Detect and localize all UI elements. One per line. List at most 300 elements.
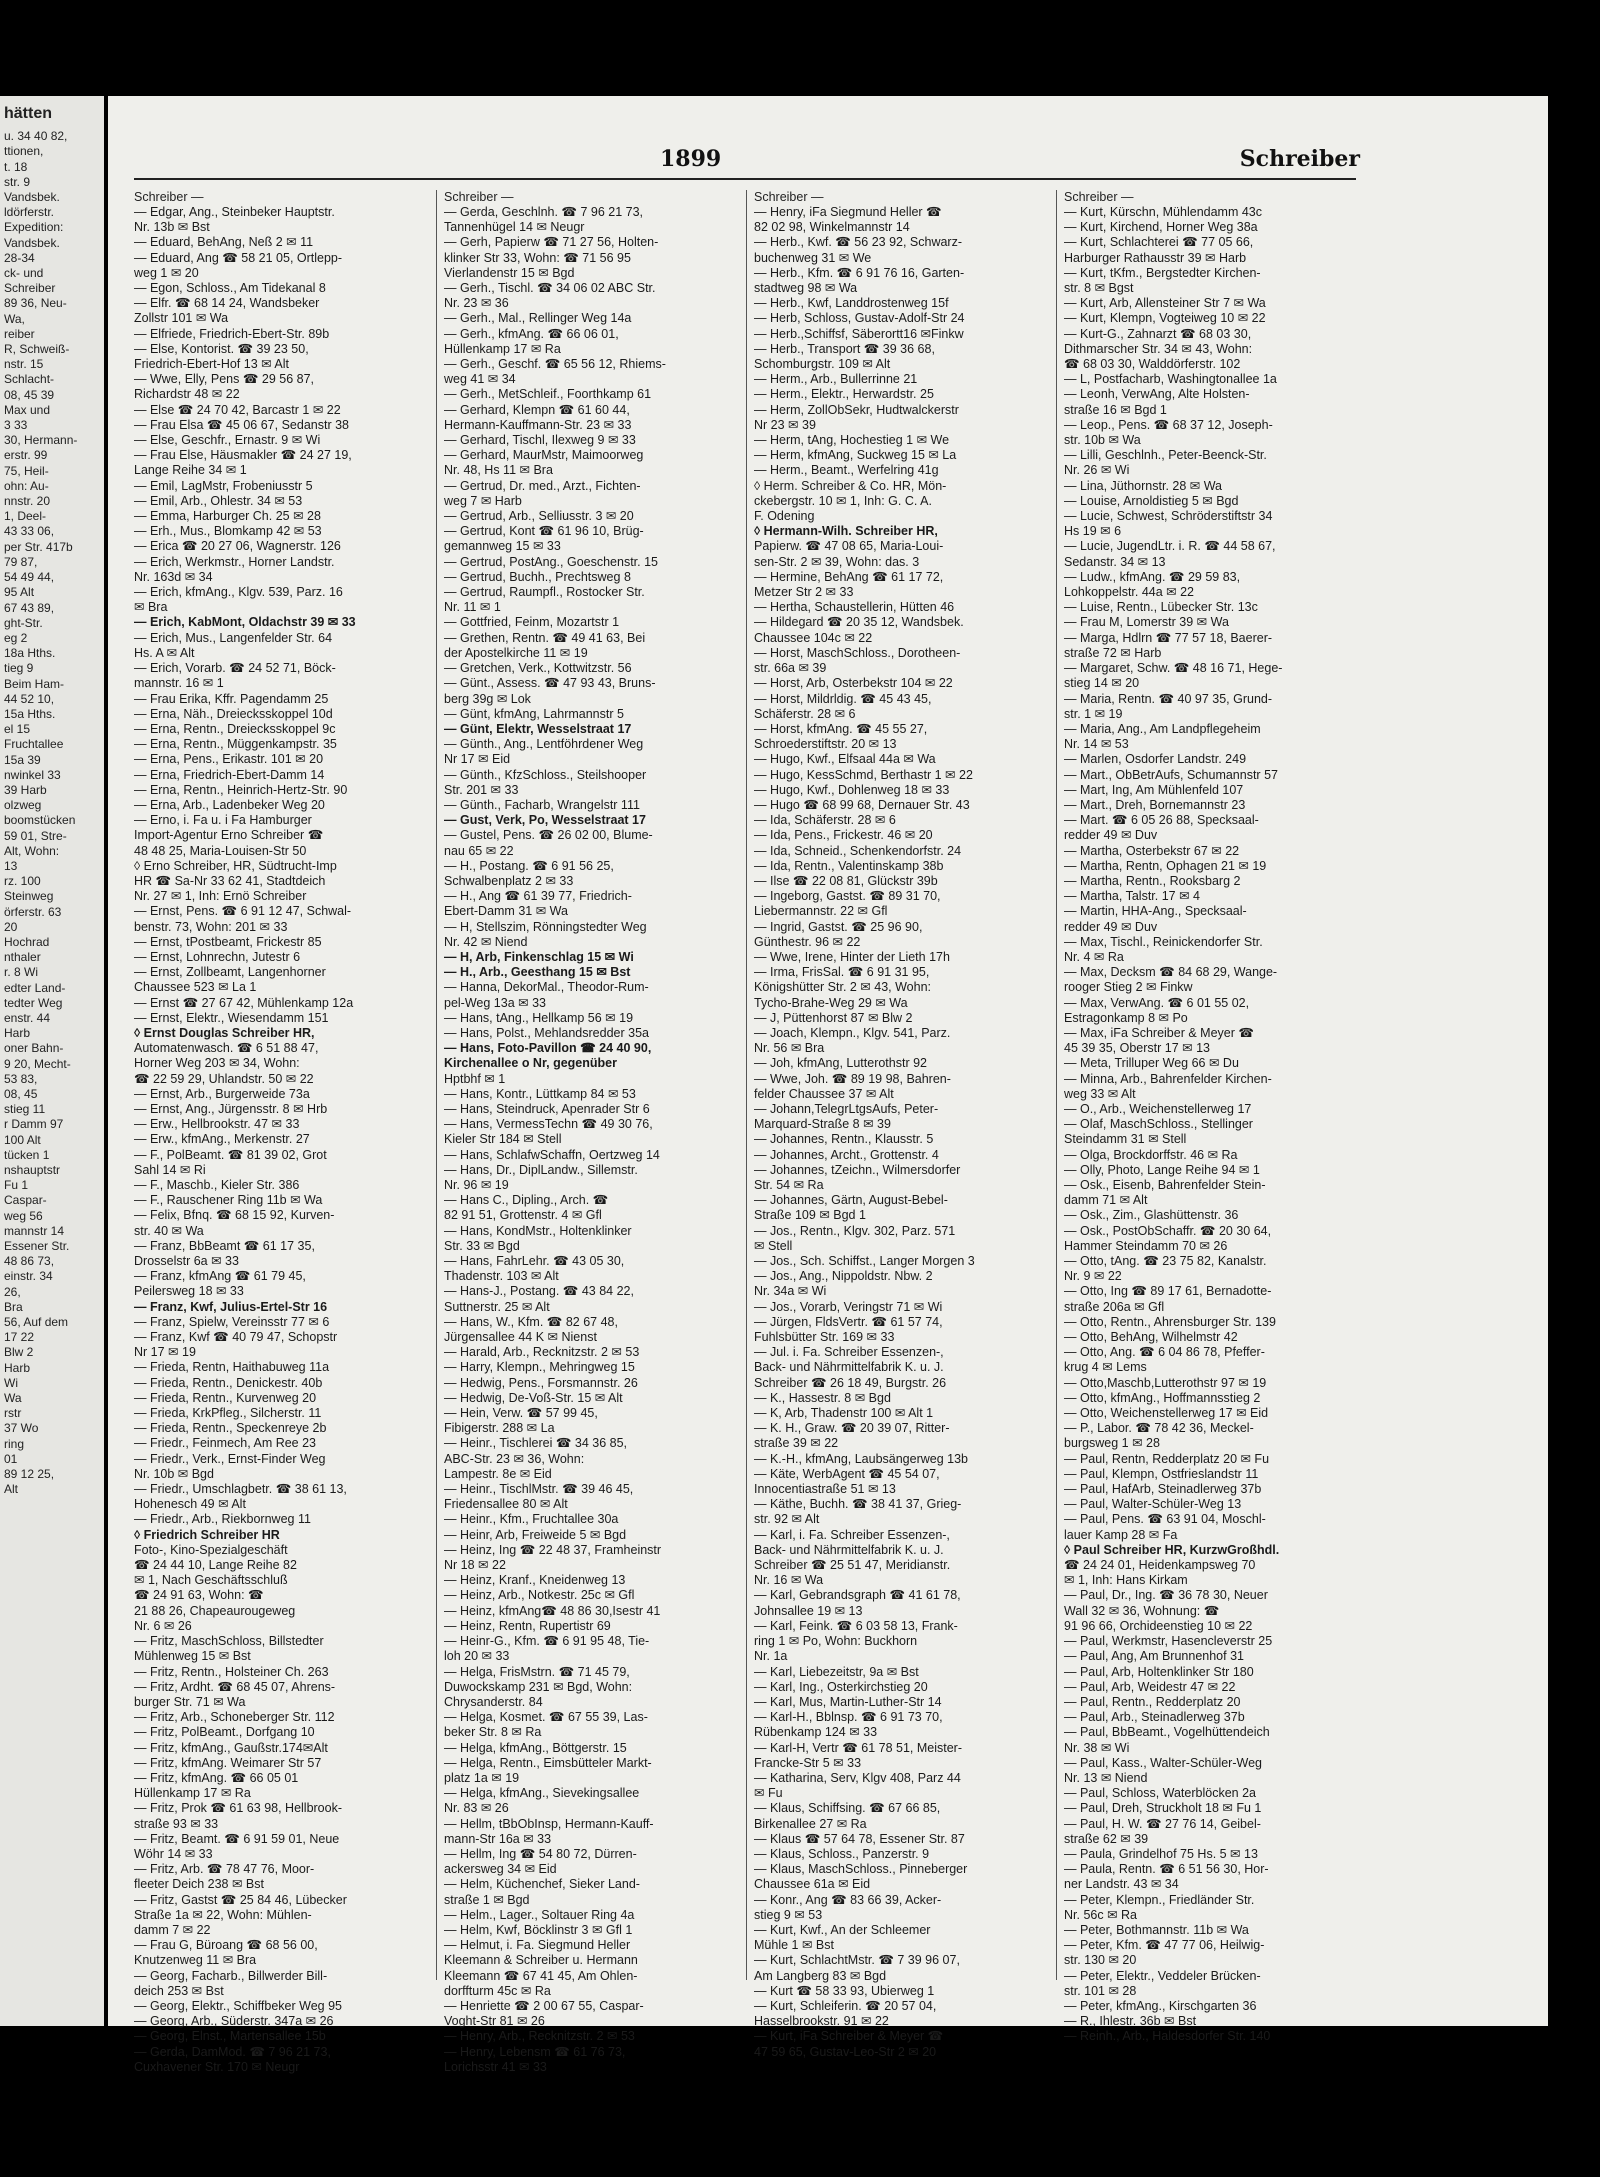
directory-entry: — K., Hassestr. 8 ✉ Bgd: [754, 1390, 891, 1405]
directory-entry: Francke-Str 5 ✉ 33: [754, 1755, 862, 1770]
left-page-line: Vandsbek.: [4, 190, 60, 205]
directory-entry: Str. 201 ✉ 33: [444, 782, 519, 797]
left-page-line: 79 87,: [4, 554, 38, 569]
left-page-line: Harb: [4, 1026, 31, 1041]
left-page-line: tieg 9: [4, 661, 34, 676]
directory-entry: Sahl 14 ✉ Ri: [134, 1162, 206, 1177]
directory-entry: straße 39 ✉ 22: [754, 1436, 839, 1451]
directory-entry: — Kurt, Schleiferin. ☎ 20 57 04,: [754, 1998, 937, 2013]
directory-entry: Hs 19 ✉ 6: [1064, 524, 1122, 539]
directory-entry: — Maria, Ang., Am Landpflegeheim: [1064, 721, 1261, 736]
directory-entry: — Felix, Bfnq. ☎ 68 15 92, Kurven-: [134, 1208, 335, 1223]
column-4: [1064, 190, 1356, 2044]
directory-entry: str. 130 ✉ 20: [1064, 1953, 1137, 1968]
left-page-line: 26,: [4, 1284, 21, 1299]
directory-entry: — Herb., Kwf. ☎ 56 23 92, Schwarz-: [754, 235, 963, 250]
directory-entry: — Gerda, Geschlnh. ☎ 7 96 21 73,: [444, 205, 644, 219]
directory-entry: Schreiber ☎ 25 51 47, Meridianstr.: [754, 1558, 951, 1573]
directory-entry: — Else, Geschfr., Ernastr. 9 ✉ Wi: [134, 433, 321, 448]
directory-entry: — O., Arb., Weichenstellerweg 17: [1064, 1101, 1252, 1116]
directory-entry: Tycho-Brahe-Weg 29 ✉ Wa: [754, 995, 908, 1010]
left-page-line: 59 01, Stre-: [4, 828, 67, 843]
column-2: [444, 190, 736, 2074]
directory-entry: — Karl, Liebezeitstr, 9a ✉ Bst: [754, 1664, 919, 1679]
left-page-line: ght-Str.: [4, 615, 43, 630]
directory-entry: Nr 18 ✉ 22: [444, 1558, 506, 1573]
directory-entry: — Hans, SchlafwSchaffn, Oertzweg 14: [444, 1147, 660, 1162]
directory-entry: Nr. 42 ✉ Niend: [444, 934, 528, 949]
directory-entry: — Georg, Arb., Süderstr. 347a ✉ 26: [134, 2014, 334, 2029]
directory-entry: — Hans, KondMstr., Holtenklinker: [444, 1223, 632, 1238]
directory-entry: Kieler Str 184 ✉ Stell: [444, 1132, 562, 1147]
directory-entry: — H., Arb., Geesthang 15 ✉ Bst: [444, 965, 631, 980]
directory-entry: der Apostelkirche 11 ✉ 19: [444, 645, 588, 660]
directory-entry: — Hans, W., Kfm. ☎ 82 67 48,: [444, 1314, 618, 1329]
directory-entry: — K, Arb, Thadenstr 100 ✉ Alt 1: [754, 1406, 934, 1421]
directory-entry: — Paul, Dreh, Struckholt 18 ✉ Fu 1: [1064, 1801, 1262, 1816]
directory-entry: redder 49 ✉ Duv: [1064, 828, 1158, 843]
left-page-line: weg 56: [4, 1208, 43, 1223]
left-page-line: nshauptstr: [4, 1163, 61, 1178]
directory-entry: — Paul, Werkmstr, Hasencleverstr 25: [1064, 1634, 1273, 1649]
directory-entry: — Gust, Verk, Po, Wesselstraat 17: [444, 813, 646, 828]
directory-entry: ◊ Hermann-Wilh. Schreiber HR,: [754, 524, 938, 539]
directory-entry: — Lilli, Geschlnh., Peter-Beenck-Str.: [1064, 448, 1267, 463]
directory-entry: — Herm, ZollObSekr, Hudtwalckerstr: [754, 402, 959, 417]
directory-entry: — Paul, Rentn., Redderplatz 20: [1064, 1694, 1241, 1709]
directory-entry: — Käthe, Buchh. ☎ 38 41 37, Grieg-: [754, 1497, 962, 1512]
directory-entry: felder Chaussee 37 ✉ Alt: [754, 1086, 894, 1101]
directory-entry: — Johannes, Archt., Grottenstr. 4: [754, 1147, 939, 1162]
directory-entry: — Emil, Arb., Ohlestr. 34 ✉ 53: [134, 493, 303, 508]
directory-entry: — Fritz, Prok ☎ 61 63 98, Hellbrook-: [134, 1801, 343, 1816]
directory-entry: — Fritz, PolBeamt., Dorfgang 10: [134, 1725, 315, 1740]
directory-entry: — Peter, Klempn., Friedländer Str.: [1064, 1892, 1255, 1907]
directory-entry: — Eduard, Ang ☎ 58 21 05, Ortlepp-: [134, 250, 343, 265]
directory-entry: — Fritz, Rentn., Holsteiner Ch. 263: [134, 1664, 329, 1679]
directory-entry: — Gerh., MetSchleif., Foorthkamp 61: [444, 387, 652, 402]
directory-entry: — Hein, Verw. ☎ 57 99 45,: [444, 1406, 598, 1421]
left-page-line: Harb: [4, 1360, 31, 1375]
directory-entry: — Henry, Arb., Recknitzstr. 2 ✉ 53: [444, 2029, 635, 2044]
directory-entry: 48 48 25, Maria-Louisen-Str 50: [134, 843, 307, 858]
directory-entry: Am Langberg 83 ✉ Bgd: [754, 1968, 887, 1983]
directory-entry: — Franz, Spielw, Vereinsstr 77 ✉ 6: [134, 1314, 330, 1329]
directory-entry: str. 66a ✉ 39: [754, 661, 827, 676]
directory-entry: pel-Weg 13a ✉ 33: [444, 995, 546, 1010]
left-page-line: 95 Alt: [4, 585, 35, 600]
directory-entry: — R., Ihlestr. 36b ✉ Bst: [1064, 2014, 1197, 2029]
directory-entry: — Gerhard, Tischl, Ilexweg 9 ✉ 33: [444, 433, 636, 448]
left-page-line: Alt, Wohn:: [4, 843, 60, 858]
left-page-fragment: [0, 96, 104, 2026]
directory-entry: — Mart. ☎ 6 05 26 88, Specksaal-: [1064, 813, 1259, 828]
directory-entry: ☎ 68 03 30, Walddörferstr. 102: [1064, 357, 1241, 372]
directory-entry: — Else, Kontorist. ☎ 39 23 50,: [134, 341, 309, 356]
directory-entry: Sedanstr. 34 ✉ 13: [1064, 554, 1166, 569]
directory-entry: buchenweg 31 ✉ We: [754, 250, 872, 265]
directory-entry: — Kurt, tKfm., Bergstedter Kirchen-: [1064, 265, 1261, 280]
left-page-line: str. 9: [4, 174, 31, 189]
directory-entry: — Jul. i. Fa. Schreiber Essenzen-,: [754, 1345, 944, 1360]
directory-entry: — Hans, Dr., DiplLandw., Sillemstr.: [444, 1162, 638, 1177]
left-page-line: 08, 45: [4, 1087, 38, 1101]
left-page-line: Schlacht-: [4, 372, 55, 387]
directory-entry: — Ida, Schneid., Schenkendorfstr. 24: [754, 843, 962, 858]
directory-entry: Nr. 96 ✉ 19: [444, 1178, 509, 1192]
directory-entry: — Ida, Rentn., Valentinskamp 38b: [754, 858, 944, 873]
column-rule: [746, 190, 747, 1980]
directory-entry: — Erna, Rentn., Dreiecksskoppel 9c: [134, 721, 336, 736]
directory-entry: Nr. 16 ✉ Wa: [754, 1573, 824, 1588]
directory-entry: — Friedr., Feinmech, Am Ree 23: [134, 1436, 317, 1451]
page-number: 1899: [660, 146, 722, 172]
directory-entry: rooger Stieg 2 ✉ Finkw: [1064, 980, 1193, 995]
directory-entry: — Hellm, tBbObInsp, Hermann-Kauff-: [444, 1816, 654, 1831]
directory-entry: Drosselstr 6a ✉ 33: [134, 1254, 239, 1269]
directory-entry: — Herb, Schloss, Gustav-Adolf-Str 24: [754, 311, 965, 326]
directory-entry: — Herm., Beamt., Werfelring 41g: [754, 463, 939, 478]
directory-entry: — Hellm, Ing ☎ 54 80 72, Dürren-: [444, 1846, 637, 1861]
directory-entry: F. Odening: [754, 509, 815, 524]
directory-entry: damm 71 ✉ Alt: [1064, 1193, 1148, 1208]
directory-entry: krug 4 ✉ Lems: [1064, 1360, 1147, 1375]
directory-entry: ✉ 1, Inh: Hans Kirkam: [1064, 1573, 1188, 1588]
directory-entry: — K. H., Graw. ☎ 20 39 07, Ritter-: [754, 1421, 950, 1436]
directory-entry: — Otto, Ing ☎ 89 17 61, Bernadotte-: [1064, 1284, 1272, 1299]
directory-entry: — Kurt, Kirchend, Horner Weg 38a: [1064, 220, 1258, 235]
directory-entry: Nr. 13b ✉ Bst: [134, 220, 210, 235]
directory-entry: — Harry, Klempn., Mehringweg 15: [444, 1360, 635, 1375]
directory-entry: Schroederstiftstr. 20 ✉ 13: [754, 737, 897, 752]
directory-entry: Hohenesch 49 ✉ Alt: [134, 1497, 246, 1512]
directory-entry: — Heinr., TischlMstr. ☎ 39 46 45,: [444, 1482, 634, 1497]
left-page-line: reiber: [4, 326, 35, 341]
directory-entry: Voght-Str 81 ✉ 26: [444, 2014, 545, 2029]
left-page-line: ohn: Au-: [4, 478, 49, 493]
directory-entry: — Heinr., Tischlerei ☎ 34 36 85,: [444, 1436, 628, 1451]
left-page-line: 43 33 06,: [4, 524, 55, 539]
directory-entry: Nr 17 ✉ Eid: [444, 752, 511, 767]
directory-entry: weg 7 ✉ Harb: [444, 493, 522, 508]
directory-entry: Estragonkamp 8 ✉ Po: [1064, 1010, 1188, 1025]
left-page-line: ring: [4, 1436, 25, 1451]
directory-entry: Nr 17 ✉ 19: [134, 1345, 196, 1360]
directory-entry: — Hans-J., Postang. ☎ 43 84 22,: [444, 1284, 634, 1299]
directory-entry: — Martin, HHA-Ang., Specksaal-: [1064, 904, 1247, 919]
directory-entry: ◊ Ernst Douglas Schreiber HR,: [134, 1025, 315, 1040]
directory-entry: — Joach, Klempn., Klgv. 541, Parz.: [754, 1025, 951, 1040]
directory-entry: Hptbhf ✉ 1: [444, 1071, 506, 1086]
column-heading: Schreiber —: [754, 190, 824, 204]
directory-entry: str. 101 ✉ 28: [1064, 1983, 1137, 1998]
directory-entry: Lorichsstr 41 ✉ 33: [444, 2059, 547, 2074]
directory-entry: Fuhlsbütter Str. 169 ✉ 33: [754, 1330, 895, 1345]
directory-entry: — Otto, BehAng, Wilhelmstr 42: [1064, 1330, 1238, 1345]
directory-entry: — Ludw., kfmAng. ☎ 29 59 83,: [1064, 569, 1241, 584]
directory-entry: — Georg, Elnst., Martensallee 15b: [134, 2029, 326, 2044]
directory-entry: — Friedr., Umschlagbetr. ☎ 38 61 13,: [134, 1482, 347, 1497]
directory-entry: Schwalbenplatz 2 ✉ 33: [444, 873, 574, 888]
directory-entry: — Helm., Lager., Soltauer Ring 4a: [444, 1907, 635, 1922]
directory-entry: Chaussee 61a ✉ Eid: [754, 1877, 871, 1892]
directory-entry: — Margaret, Schw. ☎ 48 16 71, Hege-: [1064, 661, 1283, 676]
left-page-line: nnstr. 20: [4, 494, 51, 509]
directory-entry: — Karl, Feink. ☎ 6 03 58 13, Frank-: [754, 1618, 958, 1633]
directory-entry: — Paul, Dr., Ing. ☎ 36 78 30, Neuer: [1064, 1588, 1268, 1603]
directory-entry: — H, Stellszim, Rönningstedter Weg: [444, 919, 647, 934]
directory-entry: — Jos., Vorarb, Veringstr 71 ✉ Wi: [754, 1299, 943, 1314]
directory-entry: — Jos., Sch. Schiffst., Langer Morgen 3: [754, 1254, 975, 1269]
directory-entry: straße 62 ✉ 39: [1064, 1831, 1149, 1846]
directory-entry: — Erno, i. Fa u. i Fa Hamburger: [134, 813, 312, 828]
directory-entry: Marquard-Straße 8 ✉ 39: [754, 1117, 891, 1132]
directory-entry: Nr. 34a ✉ Wi: [754, 1284, 827, 1299]
directory-entry: — Minna, Arb., Bahrenfelder Kirchen-: [1064, 1071, 1272, 1086]
directory-entry: — Hedwig, Pens., Forsmannstr. 26: [444, 1375, 638, 1390]
directory-entry: — Eduard, BehAng, Neß 2 ✉ 11: [134, 235, 314, 250]
directory-entry: str. 1 ✉ 19: [1064, 706, 1123, 721]
directory-entry: — Herb., Transport ☎ 39 36 68,: [754, 341, 935, 356]
directory-entry: — Gertrud, PostAng., Goeschenstr. 15: [444, 554, 658, 569]
left-page-line: Caspar-: [4, 1193, 47, 1208]
directory-entry: — Jos., Rentn., Klgv. 302, Parz. 571: [754, 1223, 956, 1238]
directory-entry: Thadenstr. 103 ✉ Alt: [444, 1269, 559, 1284]
directory-entry: — Leop., Pens. ☎ 68 37 12, Joseph-: [1064, 417, 1273, 432]
directory-entry: — Klaus, Schloss., Panzerstr. 9: [754, 1846, 930, 1861]
directory-entry: ABC-Str. 23 ✉ 36, Wohn:: [444, 1451, 585, 1466]
left-page-line: 28-34: [4, 250, 35, 265]
left-page-line: Wa,: [4, 311, 25, 326]
directory-entry: — Fritz, kfmAng. ☎ 66 05 01: [134, 1770, 299, 1785]
directory-entry: — Gertrud, Arb., Selliusstr. 3 ✉ 20: [444, 509, 634, 524]
directory-entry: Lohkoppelstr. 44a ✉ 22: [1064, 585, 1195, 600]
left-page-line: 89 12 25,: [4, 1467, 55, 1482]
directory-entry: burger Str. 71 ✉ Wa: [134, 1694, 246, 1709]
directory-entry: Innocentiastraße 51 ✉ 13: [754, 1482, 896, 1497]
directory-entry: — Ida, Schäferstr. 28 ✉ 6: [754, 813, 896, 828]
directory-columns: [134, 190, 1356, 2074]
directory-entry: ✉ Stell: [754, 1238, 793, 1253]
directory-entry: — Frau M, Lomerstr 39 ✉ Wa: [1064, 615, 1229, 630]
directory-entry: — Olaf, MaschSchloss., Stellinger: [1064, 1117, 1253, 1132]
directory-entry: — Helm, Kwf, Böcklinstr 3 ✉ Gfl 1: [444, 1922, 633, 1937]
directory-entry: — Paul, Schloss, Waterblöcken 2a: [1064, 1786, 1256, 1801]
directory-entry: — Kurt-G., Zahnarzt ☎ 68 03 30,: [1064, 326, 1252, 341]
directory-entry: — Fritz, MaschSchloss, Billstedter: [134, 1634, 324, 1649]
directory-entry: Chaussee 104c ✉ 22: [754, 630, 873, 645]
directory-entry: Nr. 23 ✉ 36: [444, 296, 509, 311]
directory-entry: — Friedr., Arb., Riekbornweg 11: [134, 1512, 311, 1527]
directory-entry: — Fritz, Ardht. ☎ 68 45 07, Ahrens-: [134, 1679, 336, 1694]
directory-entry: — Heinz, Rentn, Rupertistr 69: [444, 1618, 611, 1633]
directory-entry: — Günt, kfmAng, Lahrmannstr 5: [444, 706, 624, 721]
directory-entry: platz 1a ✉ 19: [444, 1770, 520, 1785]
directory-entry: — Gerda, DamMod. ☎ 7 96 21 73,: [134, 2044, 331, 2059]
column-1: [134, 190, 426, 2074]
left-page-line: 9 20, Mecht-: [4, 1056, 71, 1071]
directory-entry: ☎ 24 24 01, Heidenkampsweg 70: [1064, 1558, 1256, 1573]
directory-entry: — Otto,Maschb,Lutterothstr 97 ✉ 19: [1064, 1375, 1267, 1390]
directory-entry: Liebermannstr. 22 ✉ Gfl: [754, 904, 888, 919]
directory-entry: — L, Postfacharb, Washingtonallee 1a: [1064, 372, 1277, 387]
directory-entry: — Herb., Kfm. ☎ 6 91 76 16, Garten-: [754, 265, 965, 280]
directory-entry: Hammer Steindamm 70 ✉ 26: [1064, 1238, 1228, 1253]
directory-entry: ✉ 1, Nach Geschäftsschluß: [134, 1573, 288, 1588]
directory-entry: Zollstr 101 ✉ Wa: [134, 311, 229, 326]
left-page-line: ldörferstr.: [4, 205, 55, 220]
directory-entry: — Fritz, kfmAng. Weimarer Str 57: [134, 1755, 322, 1770]
directory-entry: — Paula, Grindelhof 75 Hs. 5 ✉ 13: [1064, 1846, 1258, 1861]
directory-entry: — Ida, Pens., Frickestr. 46 ✉ 20: [754, 828, 933, 843]
directory-entry: — Martha, Osterbekstr 67 ✉ 22: [1064, 843, 1240, 858]
directory-entry: fleeter Deich 238 ✉ Bst: [134, 1877, 264, 1892]
directory-entry: — Johannes, Rentn., Klausstr. 5: [754, 1132, 934, 1147]
directory-entry: — Louise, Arnoldistieg 5 ✉ Bgd: [1064, 493, 1239, 508]
directory-entry: — Heinz, kfmAng☎ 48 86 30,Isestr 41: [444, 1603, 661, 1618]
directory-entry: Johnsallee 19 ✉ 13: [754, 1603, 863, 1618]
directory-entry: — Kurt, SchlachtMstr. ☎ 7 39 96 07,: [754, 1953, 960, 1968]
directory-entry: — Osk., PostObSchaffr. ☎ 20 30 64,: [1064, 1223, 1272, 1238]
directory-entry: — Erich, kfmAng., Klgv. 539, Parz. 16: [134, 585, 343, 600]
left-page-line: ttionen,: [4, 144, 44, 159]
directory-entry: — Elfr. ☎ 68 14 24, Wandsbeker: [134, 296, 320, 311]
directory-entry: — Elfriede, Friedrich-Ebert-Str. 89b: [134, 326, 330, 341]
directory-entry: — Kurt, Klempn, Vogteiweg 10 ✉ 22: [1064, 311, 1266, 326]
directory-entry: — Erna, Näh., Dreiecksskoppel 10d: [134, 706, 333, 721]
directory-entry: — Erich, Vorarb. ☎ 24 52 71, Böck-: [134, 661, 336, 676]
directory-entry: — Paula, Rentn. ☎ 6 51 56 30, Hor-: [1064, 1862, 1269, 1877]
directory-entry: Nr. 48, Hs 11 ✉ Bra: [444, 463, 553, 478]
directory-entry: — Grethen, Rentn. ☎ 49 41 63, Bei: [444, 630, 646, 645]
directory-entry: — Paul, HafArb, Steinadlerweg 37b: [1064, 1482, 1262, 1497]
left-page-line: Steinweg: [4, 889, 54, 904]
left-page-line: 15a 39: [4, 752, 41, 767]
directory-entry: — Heinz, Ing ☎ 22 48 37, Framheinstr: [444, 1542, 662, 1557]
directory-entry: — Otto, Rentn., Ahrensburger Str. 139: [1064, 1314, 1276, 1329]
directory-entry: — Otto, kfmAng., Hoffmannsstieg 2: [1064, 1390, 1261, 1405]
directory-entry: Nr. 56 ✉ Bra: [754, 1041, 825, 1056]
left-page-line: Fruchtallee: [4, 737, 64, 752]
directory-entry: Hasselbrookstr. 91 ✉ 22: [754, 2014, 889, 2029]
directory-entry: stieg 14 ✉ 20: [1064, 676, 1140, 691]
directory-entry: — Otto, Weichenstellerweg 17 ✉ Eid: [1064, 1406, 1269, 1421]
directory-entry: — F., Rauschener Ring 11b ✉ Wa: [134, 1193, 323, 1208]
directory-entry: — Gertrud, Dr. med., Arzt., Fichten-: [444, 478, 641, 493]
left-page-line: Essener Str.: [4, 1239, 70, 1254]
directory-entry: Nr. 4 ✉ Ra: [1064, 949, 1124, 964]
left-page-line: 100 Alt: [4, 1132, 41, 1147]
directory-entry: — Max, Tischl., Reinickendorfer Str.: [1064, 934, 1263, 949]
directory-entry: — Gerh, Papierw ☎ 71 27 56, Holten-: [444, 235, 659, 250]
directory-entry: Friedrich-Ebert-Hof 13 ✉ Alt: [134, 357, 289, 372]
running-head: Schreiber: [1239, 146, 1360, 172]
directory-entry: berg 39g ✉ Lok: [444, 691, 531, 706]
directory-entry: — Horst, Arb, Osterbekstr 104 ✉ 22: [754, 676, 953, 691]
directory-entry: — Georg, Elektr., Schiffbeker Weg 95: [134, 1998, 342, 2013]
directory-entry: Lange Reihe 34 ✉ 1: [134, 463, 247, 478]
directory-entry: — K.-H., kfmAng, Laubsängerweg 13b: [754, 1451, 969, 1466]
directory-entry: — Paul, BbBeamt., Vogelhüttendeich: [1064, 1725, 1270, 1740]
directory-entry: nau 65 ✉ 22: [444, 843, 514, 858]
directory-entry: ring 1 ✉ Po, Wohn: Buckhorn: [754, 1634, 918, 1649]
left-page-line: 67 43 89,: [4, 600, 55, 615]
directory-entry: — Gerh., Geschf. ☎ 65 56 12, Rhiems-: [444, 357, 666, 372]
directory-entry: — Karl, i. Fa. Schreiber Essenzen-,: [754, 1527, 950, 1542]
left-page-line: rz. 100: [4, 874, 41, 889]
directory-entry: benstr. 73, Wohn: 201 ✉ 33: [134, 919, 288, 934]
directory-entry: Kleemann ☎ 67 41 45, Am Ohlen-: [444, 1968, 638, 1983]
directory-entry: — Edgar, Ang., Steinbeker Hauptstr.: [134, 205, 335, 219]
directory-entry: — Horst, kfmAng. ☎ 45 55 27,: [754, 721, 928, 736]
directory-entry: str. 92 ✉ Alt: [754, 1512, 820, 1527]
directory-entry: — Hans, Kontr., Lüttkamp 84 ✉ 53: [444, 1086, 636, 1101]
left-page-line: 56, Auf dem: [4, 1315, 69, 1330]
left-page-line: 17 22: [4, 1330, 35, 1345]
header-rule: [134, 178, 1356, 180]
directory-entry: — Hans C., Dipling., Arch. ☎: [444, 1193, 609, 1208]
directory-entry: Straße 1a ✉ 22, Wohn: Mühlen-: [134, 1907, 312, 1922]
directory-entry: — Peter, Kfm. ☎ 47 77 06, Heilwig-: [1064, 1938, 1265, 1953]
directory-entry: — Franz, BbBeamt ☎ 61 17 35,: [134, 1238, 315, 1253]
directory-entry: Back- und Nährmittelfabrik K. u. J.: [754, 1542, 944, 1557]
directory-entry: burgsweg 1 ✉ 28: [1064, 1436, 1160, 1451]
left-page-line: örferstr. 63: [4, 904, 62, 919]
left-page-line: nstr. 15: [4, 357, 44, 372]
directory-entry: Wall 32 ✉ 36, Wohnung: ☎: [1064, 1603, 1220, 1618]
directory-entry: — F., PolBeamt. ☎ 81 39 02, Grot: [134, 1147, 327, 1162]
left-page-line: 13: [4, 858, 18, 873]
left-page-line: 15a Hths.: [4, 706, 56, 721]
directory-entry: — Günth., KfzSchloss., Steilshooper: [444, 767, 647, 782]
directory-entry: — Heinr, Arb, Freiweide 5 ✉ Bgd: [444, 1527, 627, 1542]
directory-entry: — Mart., ObBetrAufs, Schumannstr 57: [1064, 767, 1278, 782]
directory-entry: — Gertrud, Raumpfl., Rostocker Str.: [444, 585, 645, 600]
directory-entry: 91 96 66, Orchideenstieg 10 ✉ 22: [1064, 1618, 1253, 1633]
directory-entry: — Erich, KabMont, Oldachstr 39 ✉ 33: [134, 615, 356, 630]
directory-entry: — Emil, LagMstr, Frobeniusstr 5: [134, 478, 313, 493]
directory-entry: — Hanna, DekorMal., Theodor-Rum-: [444, 980, 649, 995]
directory-entry: — Horst, Mildrldig. ☎ 45 43 45,: [754, 691, 932, 706]
directory-entry: — Wwe, Irene, Hinter der Lieth 17h: [754, 949, 950, 964]
directory-entry: loh 20 ✉ 33: [444, 1649, 510, 1664]
directory-entry: Mühle 1 ✉ Bst: [754, 1938, 834, 1953]
directory-entry: ◊ Herm. Schreiber & Co. HR, Mön-: [754, 478, 947, 493]
directory-entry: — Osk., Zim., Glashüttenstr. 36: [1064, 1208, 1239, 1223]
directory-entry: — Ernst, Zollbeamt, Langenhorner: [134, 965, 326, 980]
page-header: [108, 146, 1548, 180]
column-heading: Schreiber —: [134, 190, 204, 204]
directory-entry: Foto-, Kino-Spezialgeschäft: [134, 1542, 288, 1557]
left-page-line: Wa: [4, 1391, 22, 1406]
directory-entry: — Helga, kfmAng., Böttgerstr. 15: [444, 1740, 627, 1755]
left-page-line: Hochrad: [4, 934, 50, 949]
directory-entry: gemannweg 15 ✉ 33: [444, 539, 561, 554]
directory-entry: Nr. 83 ✉ 26: [444, 1801, 509, 1816]
left-page-line: einstr. 34: [4, 1269, 53, 1284]
directory-entry: — Helm, Küchenchef, Sieker Land-: [444, 1877, 640, 1892]
directory-entry: — Frieda, Rentn, Haithabuweg 11a: [134, 1360, 330, 1375]
directory-entry: ☎ 24 91 63, Wohn: ☎: [134, 1588, 264, 1603]
left-page-line: edter Land-: [4, 980, 66, 995]
directory-entry: — Heinr., Kfm., Fruchtallee 30a: [444, 1512, 619, 1527]
directory-entry: weg 1 ✉ 20: [134, 265, 199, 280]
directory-entry: — Ernst, Ang., Jürgensstr. 8 ✉ Hrb: [134, 1101, 328, 1116]
directory-entry: — Otto, tAng. ☎ 23 75 82, Kanalstr.: [1064, 1254, 1267, 1269]
directory-entry: — Martha, Rentn., Rooksbarg 2: [1064, 873, 1241, 888]
directory-entry: Nr. 9 ✉ 22: [1064, 1269, 1122, 1284]
directory-entry: — Paul, Arb, Holtenklinker Str 180: [1064, 1664, 1254, 1679]
